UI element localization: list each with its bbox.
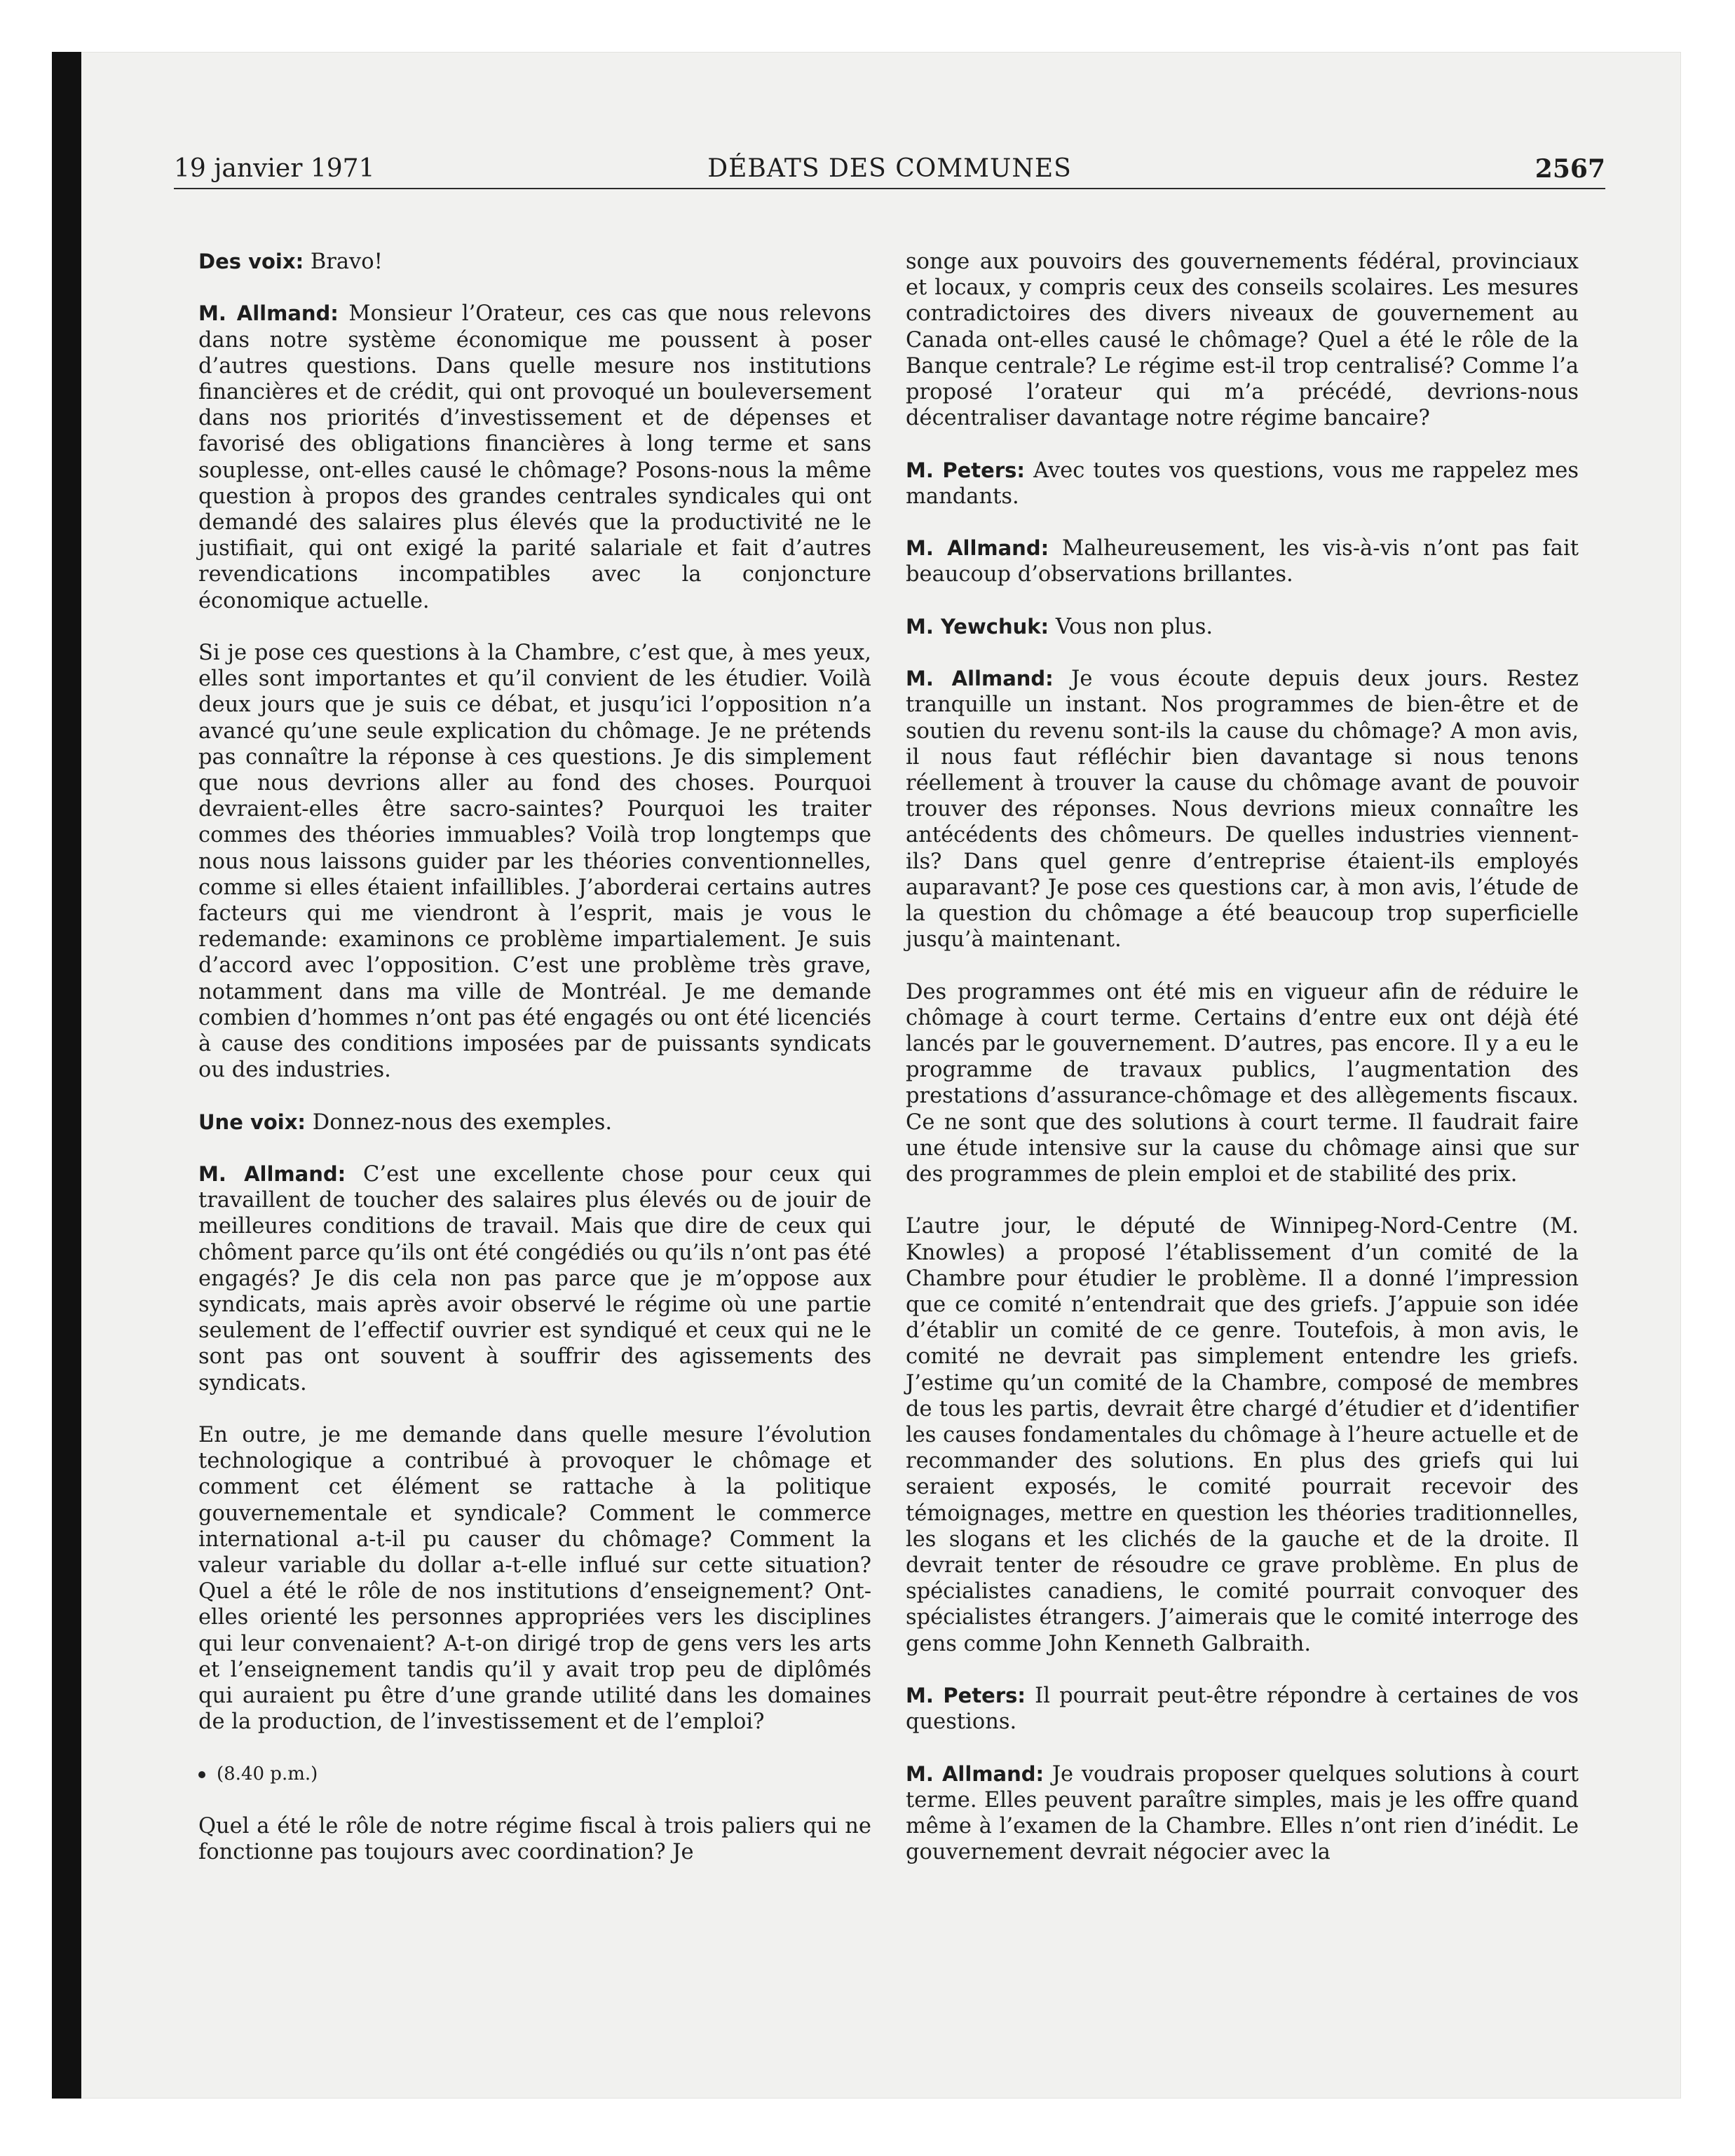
paragraph xyxy=(906,535,1579,587)
paragraph xyxy=(198,249,871,275)
page-header xyxy=(174,153,1605,189)
header-date: 19 janvier 1971 xyxy=(174,154,375,183)
paragraph xyxy=(906,614,1579,640)
paragraph xyxy=(198,301,871,613)
paragraph-text: En outre, je me demande dans quelle mesure l’évolution technologique a contribué à provoquer le chômage et comment cet élément se rattache à la politique gouvernementale et syndicale? Comment le commerce international a-t-il pu causer du chômage? Comment la valeur variable du dollar a-t-elle influé sur cette situation? Quel a été le rôle de nos institutions d’enseignement? Ont-elles orienté les personnes appropriées vers les disciplines qui leur convenaient? A-t-on dirigé trop de gens vers les arts et l’enseignement tandis qu’il y avait trop peu de diplômés qui auraient pu être d’une grande utilité dans les domaines de la production, de l’investissement et de l’emploi? xyxy=(198,1423,871,1735)
speaker-name: M. Allmand: xyxy=(906,1761,1045,1786)
paragraph xyxy=(906,1761,1579,1866)
time-marker-text: (8.40 p.m.) xyxy=(217,1763,318,1785)
left-column xyxy=(198,249,871,1892)
speaker-name: M. Yewchuk: xyxy=(906,614,1049,639)
paragraph-text: Il pourrait peut-être répondre à certaines de vos questions. xyxy=(906,1684,1579,1735)
paragraph xyxy=(906,979,1579,1188)
paragraph-text: Monsieur l’Orateur, ces cas que nous relevons dans notre système économique me poussent à poser d’autres questions. Dans quelle mesure nos institutions financières et de crédit, qui ont provoqué un bouleversement dans nos priorités d’investissement et de dépenses et favorisé des obligations financières à long terme et sans souplesse, ont-elles causé le chômage? Posons-nous la même question à propos des grandes centrales syndicales qui ont demandé des salaires plus élevés que la productivité ne le justifiait, qui ont exigé la parité salariale et fait d’autres revendications incompatibles avec la conjoncture économique actuelle. xyxy=(198,301,871,613)
paragraph-text: songe aux pouvoirs des gouvernements fédéral, provinciaux et locaux, y compris ceux des conseils scolaires. Les mesures contradictoires des divers niveaux de gouvernement au Canada ont-elles causé le chômage? Quel a été le rôle de la Banque centrale? Le régime est-il trop centralisé? Comme l’a proposé l’orateur qui m’a précédé, devrions-nous décentraliser davantage notre régime bancaire? xyxy=(906,250,1579,431)
binding-edge xyxy=(52,52,81,2099)
paragraph-text: Donnez-nous des exemples. xyxy=(312,1110,613,1135)
speaker-name: M. Peters: xyxy=(906,458,1026,482)
paragraph-text: Malheureusement, les vis-à-vis n’ont pas fait beaucoup d’observations brillantes. xyxy=(906,536,1579,587)
paragraph-text: Je vous écoute depuis deux jours. Restez tranquille un instant. Nos programmes de bien-être et de soutien du revenu sont-ils la cause du chômage? A mon avis, il nous faut réfléchir bien davantage si nous tenons réellement à trouver la cause du chômage avant de pouvoir trouver des réponses. Nous devrions mieux connaître les antécédents des chômeurs. De quelles industries viennent-ils? Dans quel genre d’entreprise étaient-ils employés auparavant? Je pose ces questions car, à mon avis, l’étude de la question du chômage a été beaucoup trop superficielle jusqu’à maintenant. xyxy=(906,667,1579,953)
paragraph xyxy=(198,1422,871,1735)
paragraph xyxy=(198,1813,871,1865)
paragraph xyxy=(906,458,1579,510)
paragraph-text: Je voudrais proposer quelques solutions à court terme. Elles peuvent paraître simples, mais je les offre quand même à l’examen de la Chambre. Elles n’ont rien d’inédit. Le gouvernement devrait négocier avec la xyxy=(906,1761,1579,1865)
paragraph-text: L’autre jour, le député de Winnipeg-Nord-Centre (M. Knowles) a proposé l’établissement d’un comité de la Chambre pour étudier le problème. Il a donné l’impression que ce comité n’entendrait que des griefs. J’appuie son idée d’établir un comité de ce genre. Toutefois, à mon avis, le comité ne devrait pas simplement entendre les griefs. J’estime qu’un comité de la Chambre, composé de membres de tous les partis, devrait être chargé d’étudier et d’identifier les causes fondamentales du chômage à l’heure actuelle et de recommander des solutions. En plus des griefs qui lui seraient exposés, le comité pourrait recevoir des témoignages, mettre en question les théories traditionnelles, les slogans et les clichés de la gauche et de la droite. Il devrait tenter de résoudre ce grave problème. En plus de spécialistes canadiens, le comité pourrait convoquer des spécialistes étrangers. J’aimerais que le comité interroge des gens comme John Kenneth Galbraith. xyxy=(906,1214,1579,1656)
page-number: 2567 xyxy=(1535,154,1605,184)
paragraph xyxy=(906,249,1579,431)
paragraph-text: Vous non plus. xyxy=(1055,614,1213,639)
paragraph xyxy=(906,1213,1579,1656)
paragraph xyxy=(906,1683,1579,1735)
header-title: DÉBATS DES COMMUNES xyxy=(707,154,1072,183)
speaker-name: M. Allmand: xyxy=(906,667,1054,691)
speaker-name: Des voix: xyxy=(198,250,304,273)
paragraph-text: Des programmes ont été mis en vigueur afin de réduire le chômage à court terme. Certains d’entre eux ont déjà été lancés par le gouvernement. D’autres, pas encore. Il y a eu le programme de travaux publics, l’augmentation des prestations d’assurance-chômage et des allègements fiscaux. Ce ne sont que des solutions à court terme. Il faudrait faire une étude intensive sur la cause du chômage ainsi que sur des programmes de plein emploi et de stabilité des prix. xyxy=(906,979,1579,1187)
paragraph-text: Avec toutes vos questions, vous me rappelez mes mandants. xyxy=(906,458,1579,509)
bullet-icon xyxy=(198,1771,205,1778)
paragraph-text: Quel a été le rôle de notre régime fiscal à trois paliers qui ne fonctionne pas toujours avec coordination? Je xyxy=(198,1814,871,1865)
paragraph xyxy=(198,1110,871,1135)
speaker-name: M. Peters: xyxy=(906,1684,1026,1708)
paragraph xyxy=(198,1161,871,1396)
paragraph-text: C’est une excellente chose pour ceux qui travaillent de toucher des salaires plus élevés ou de jouir de meilleures conditions de travail. Mais que dire de ceux qui chôment parce qu’ils ont été congédiés ou qu’ils n’ont pas été engagés? Je dis cela non pas parce que je m’oppose aux syndicats, mais après avoir observé le régime où une partie seulement de l’effectif ouvrier est syndiqué et ceux qui ne le sont pas ont souvent à souffrir des agissements des syndicats. xyxy=(198,1162,871,1396)
speaker-name: M. Allmand: xyxy=(198,301,339,326)
paragraph xyxy=(906,666,1579,953)
speaker-name: Une voix: xyxy=(198,1110,306,1134)
speaker-name: M. Allmand: xyxy=(198,1162,346,1187)
paragraph-text: Si je pose ces questions à la Chambre, c’est que, à mes yeux, elles sont importantes et qu’il convient de les étudier. Voilà deux jours que je suis ce débat, et jusqu’ici l’opposition n’a avancé qu’une seule explication du chômage. Je ne prétends pas connaître la réponse à ces questions. Je dis simplement que nous devrions aller au fond des choses. Pourquoi devraient-elles être sacro-saintes? Pourquoi les traiter commes des théories immuables? Voilà trop longtemps que nous nous laissons guider par les théories conventionnelles, comme si elles étaient infaillibles. J’aborderai certains autres facteurs qui me viendront à l’esprit, mais je vous le redemande: examinons ce problème impartialement. Je suis d’accord avec l’opposition. C’est une problème très grave, notamment dans ma ville de Montréal. Je me demande combien d’hommes n’ont pas été engagés ou ont été licenciés à cause des conditions imposées par de puissants syndicats ou des industries. xyxy=(198,641,871,1083)
time-marker xyxy=(198,1761,871,1787)
right-column xyxy=(906,249,1579,1892)
speaker-name: M. Allmand: xyxy=(906,536,1049,561)
paragraph xyxy=(198,640,871,1083)
paragraph-text: Bravo! xyxy=(310,250,383,274)
